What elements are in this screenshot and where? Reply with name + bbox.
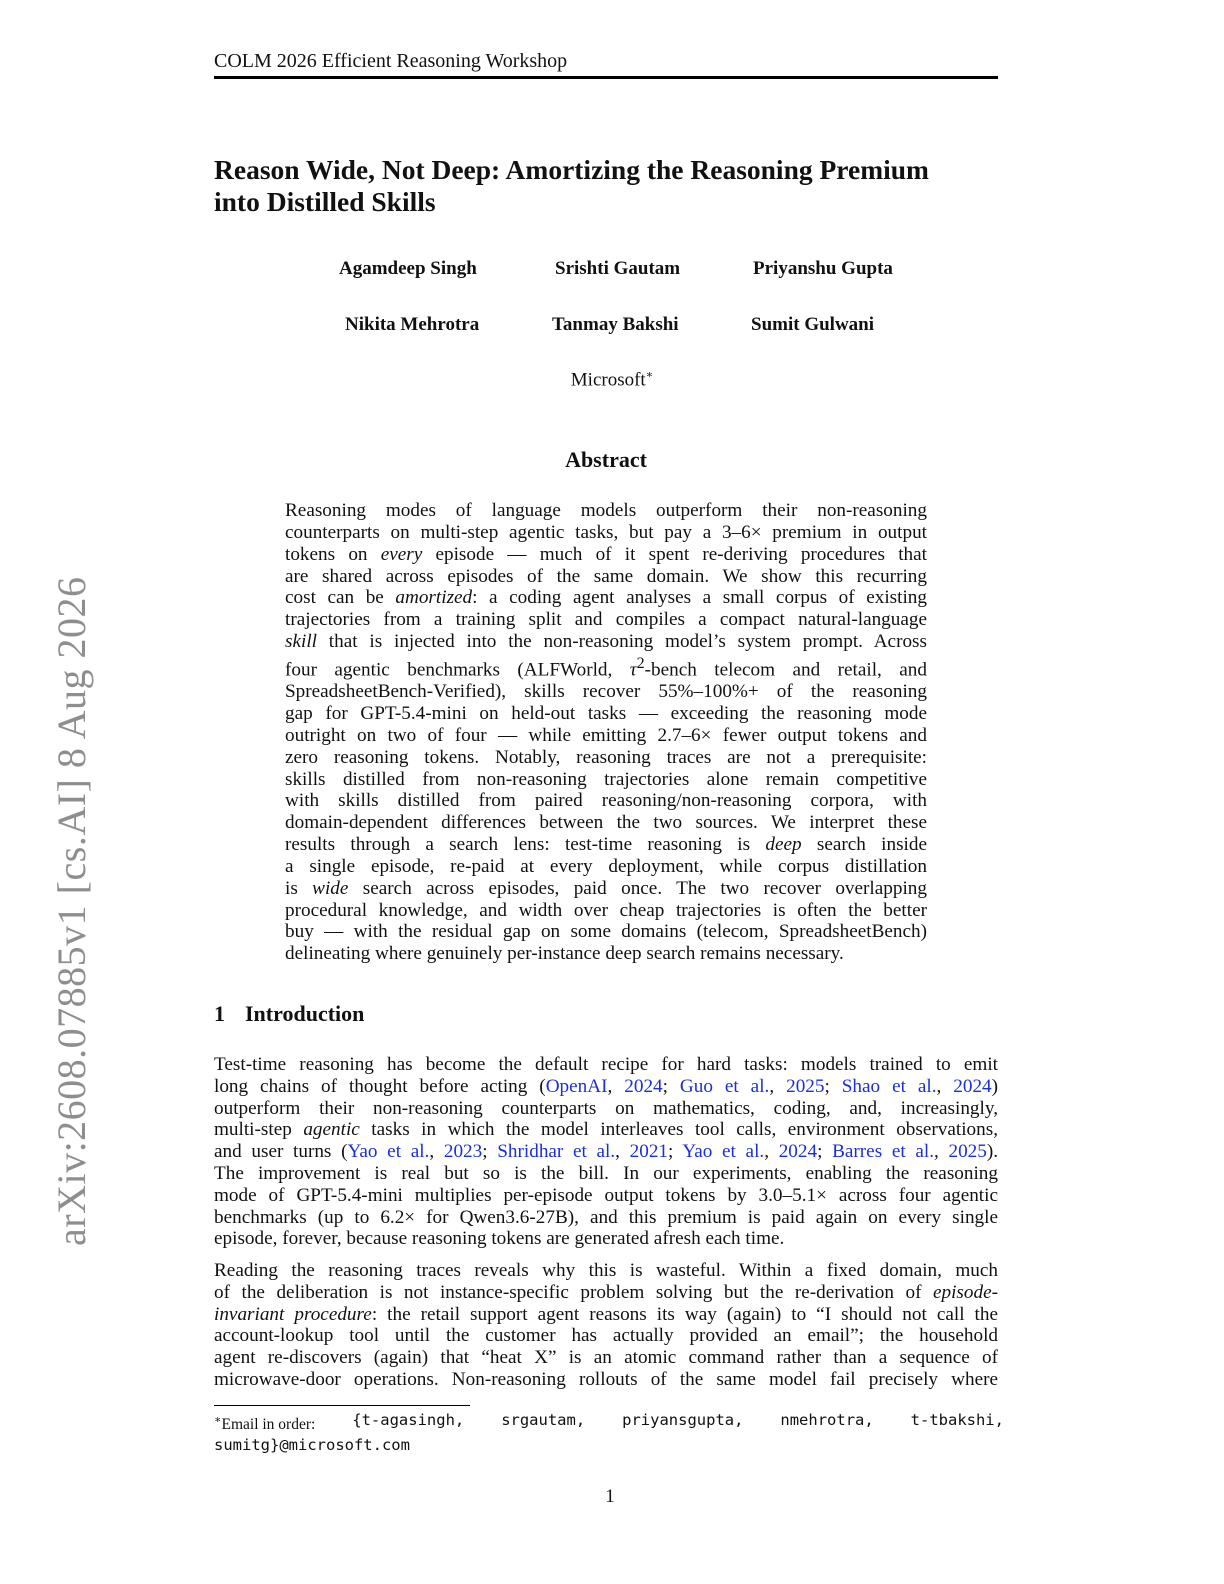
footnote-email: srgautam,	[501, 1411, 586, 1429]
paragraph-line: invariant procedure: the retail support agent reasons its way (again) to “I should not call the	[214, 1303, 998, 1325]
citation-link[interactable]: Shridhar et al.	[497, 1141, 616, 1163]
footnote-email: {t-agasingh,	[352, 1411, 465, 1429]
footnote	[214, 1410, 1004, 1455]
citation-link[interactable]: Guo et al.	[679, 1075, 770, 1097]
citation-year-link[interactable]: 2021	[629, 1141, 669, 1163]
abstract-line: zero reasoning tokens. Notably, reasoning traces are not a prerequisite:	[285, 746, 927, 768]
abstract-line: domain-dependent differences between the two sources. We interpret these	[285, 812, 927, 834]
paragraph-line: benchmarks (up to 6.2× for Qwen3.6-27B), and this premium is paid again on every single	[214, 1206, 998, 1228]
emphasis: deep	[765, 834, 802, 856]
citation-link[interactable]: OpenAI	[545, 1075, 608, 1097]
footnote-rule	[214, 1405, 470, 1406]
abstract-heading: Abstract	[565, 447, 647, 472]
affiliation-footnote-mark: ∗	[645, 369, 654, 381]
abstract-line: tokens on every episode — much of it spent re-deriving procedures that	[285, 543, 927, 565]
author-name: Sumit Gulwani	[751, 314, 875, 335]
citation-link[interactable]: Barres et al.	[832, 1141, 934, 1163]
affiliation-name: Microsoft	[570, 369, 646, 391]
affiliation	[0, 368, 1224, 391]
section-number: 1	[214, 1001, 225, 1026]
author-name: Srishti Gautam	[555, 258, 681, 279]
footnote-line	[214, 1410, 1004, 1435]
author-name: Tanmay Bakshi	[552, 314, 679, 335]
author-name: Agamdeep Singh	[339, 258, 477, 279]
paragraph-line: outperform their non-reasoning counterparts on mathematics, coding, and, increasingly,	[214, 1097, 998, 1119]
citation-year-link[interactable]: 2024	[624, 1075, 663, 1097]
abstract-line: Reasoning modes of language models outperform their non-reasoning	[285, 500, 927, 521]
abstract-line: trajectories from a training split and compiles a compact natural-language	[285, 609, 927, 631]
paragraph-line: mode of GPT-5.4-mini multiplies per-episode output tokens by 3.0–5.1× across four agentic	[214, 1184, 998, 1206]
intro-paragraph-1	[214, 1054, 998, 1250]
arxiv-stamp: arXiv:2608.07885v1 [cs.AI] 8 Aug 2026	[49, 576, 94, 1246]
section-heading	[214, 1001, 364, 1027]
abstract-line: skills distilled from non-reasoning trajectories alone remain competitive	[285, 768, 927, 790]
citation-year-link[interactable]: 2025	[786, 1075, 825, 1097]
abstract-line: skill that is injected into the non-reasoning model’s system prompt. Across	[285, 631, 927, 653]
abstract-line: SpreadsheetBench-Verified), skills recover 55%–100%+ of the reasoning	[285, 681, 927, 703]
section-title: Introduction	[245, 1001, 365, 1026]
emphasis: episode-	[932, 1281, 998, 1303]
emphasis: amortized	[395, 587, 473, 609]
running-head: COLM 2026 Efficient Reasoning Workshop	[214, 50, 998, 79]
footnote-email: priyansgupta,	[622, 1411, 744, 1429]
abstract-line: delineating where genuinely per-instance deep search remains necessary.	[285, 943, 844, 965]
paragraph-line: of the deliberation is not instance-specific problem solving but the re-derivation of episode-	[214, 1281, 998, 1303]
footnote-mark: ∗	[214, 1414, 222, 1426]
paragraph-line: agent re-discovers (again) that “heat X” is an atomic command rather than a sequence of	[214, 1347, 998, 1369]
abstract-body	[285, 500, 927, 965]
paragraph-line: episode, forever, because reasoning tokens are generated afresh each time.	[214, 1228, 785, 1250]
paragraph-line: long chains of thought before acting (OpenAI, 2024; Guo et al., 2025; Shao et al., 2024)	[214, 1075, 999, 1097]
abstract-line: procedural knowledge, and width over cheap trajectories is often the better	[285, 899, 927, 921]
footnote-email: t-tbakshi,	[910, 1411, 1004, 1429]
abstract-line: a single episode, re-paid at every deployment, while corpus distillation	[285, 855, 927, 877]
citation-year-link[interactable]: 2023	[443, 1141, 483, 1163]
title-line-1: Reason Wide, Not Deep: Amortizing the Reasoning Premium	[214, 154, 929, 185]
author-name: Priyanshu Gupta	[753, 258, 893, 279]
abstract-line: four agentic benchmarks (ALFWorld, $\tau^2$-bench telecom and retail, and	[285, 654, 927, 681]
abstract-line: is wide search across episodes, paid once. The two recover overlapping	[285, 877, 927, 899]
citation-link[interactable]: Yao et al.	[347, 1141, 430, 1163]
abstract-line: buy — with the residual gap on some domains (telecom, SpreadsheetBench)	[285, 921, 927, 943]
citation-year-link[interactable]: 2025	[948, 1141, 987, 1163]
citation-link[interactable]: Shao et al.	[841, 1075, 937, 1097]
emphasis: every	[380, 543, 423, 565]
paper-title	[214, 154, 1014, 218]
emphasis: skill	[285, 631, 317, 653]
abstract-line: are shared across episodes of the same domain. We show this recurring	[285, 565, 927, 587]
paragraph-line: The improvement is real but so is the bill. In our experiments, enabling the reasoning	[214, 1162, 998, 1184]
paragraph-line: account-lookup tool until the customer has actually provided an email”; the household	[214, 1325, 998, 1347]
paragraph-line: Test-time reasoning has become the default recipe for hard tasks: models trained to emit	[214, 1054, 998, 1075]
abstract-line: gap for GPT-5.4-mini on held-out tasks — exceeding the reasoning mode	[285, 702, 927, 724]
paragraph-line: Reading the reasoning traces reveals why this is wasteful. Within a fixed domain, much	[214, 1260, 998, 1281]
footnote-email: nmehrotra,	[780, 1411, 874, 1429]
abstract-line: with skills distilled from paired reasoning/non-reasoning corpora, with	[285, 790, 927, 812]
citation-year-link[interactable]: 2024	[778, 1141, 818, 1163]
title-line-2: into Distilled Skills	[214, 186, 436, 217]
citation-year-link[interactable]: 2024	[953, 1075, 992, 1097]
intro-paragraph-2	[214, 1260, 998, 1391]
paragraph-line: microwave-door operations. Non-reasoning rollouts of the same model fail precisely where	[214, 1368, 998, 1390]
citation-link[interactable]: Yao et al.	[682, 1141, 765, 1163]
author-name: Nikita Mehrotra	[345, 314, 480, 335]
abstract-line: counterparts on multi-step agentic tasks, but pay a 3–6× premium in output	[285, 521, 927, 543]
paragraph-line: multi-step agentic tasks in which the model interleaves tool calls, environment observations,	[214, 1119, 999, 1141]
emphasis: agentic	[303, 1119, 360, 1141]
abstract-line: results through a search lens: test-time reasoning is deep search inside	[285, 834, 927, 856]
superscript: 2	[636, 654, 645, 672]
emphasis: invariant procedure	[214, 1303, 372, 1325]
emphasis: wide	[312, 877, 349, 899]
tau-symbol: τ	[629, 659, 637, 681]
abstract-line: outright on two of four — while emitting 2.7–6× fewer output tokens and	[285, 724, 927, 746]
footnote-lead: Email in order:	[221, 1416, 316, 1434]
abstract-line: cost can be amortized: a coding agent analyses a small corpus of existing	[285, 587, 927, 609]
page-number: 1	[605, 1486, 615, 1507]
footnote-email-line-2: sumitg}@microsoft.com	[214, 1436, 410, 1455]
paragraph-line: and user turns (Yao et al., 2023; Shridhar et al., 2021; Yao et al., 2024; Barres et al., 2025).	[214, 1141, 999, 1163]
